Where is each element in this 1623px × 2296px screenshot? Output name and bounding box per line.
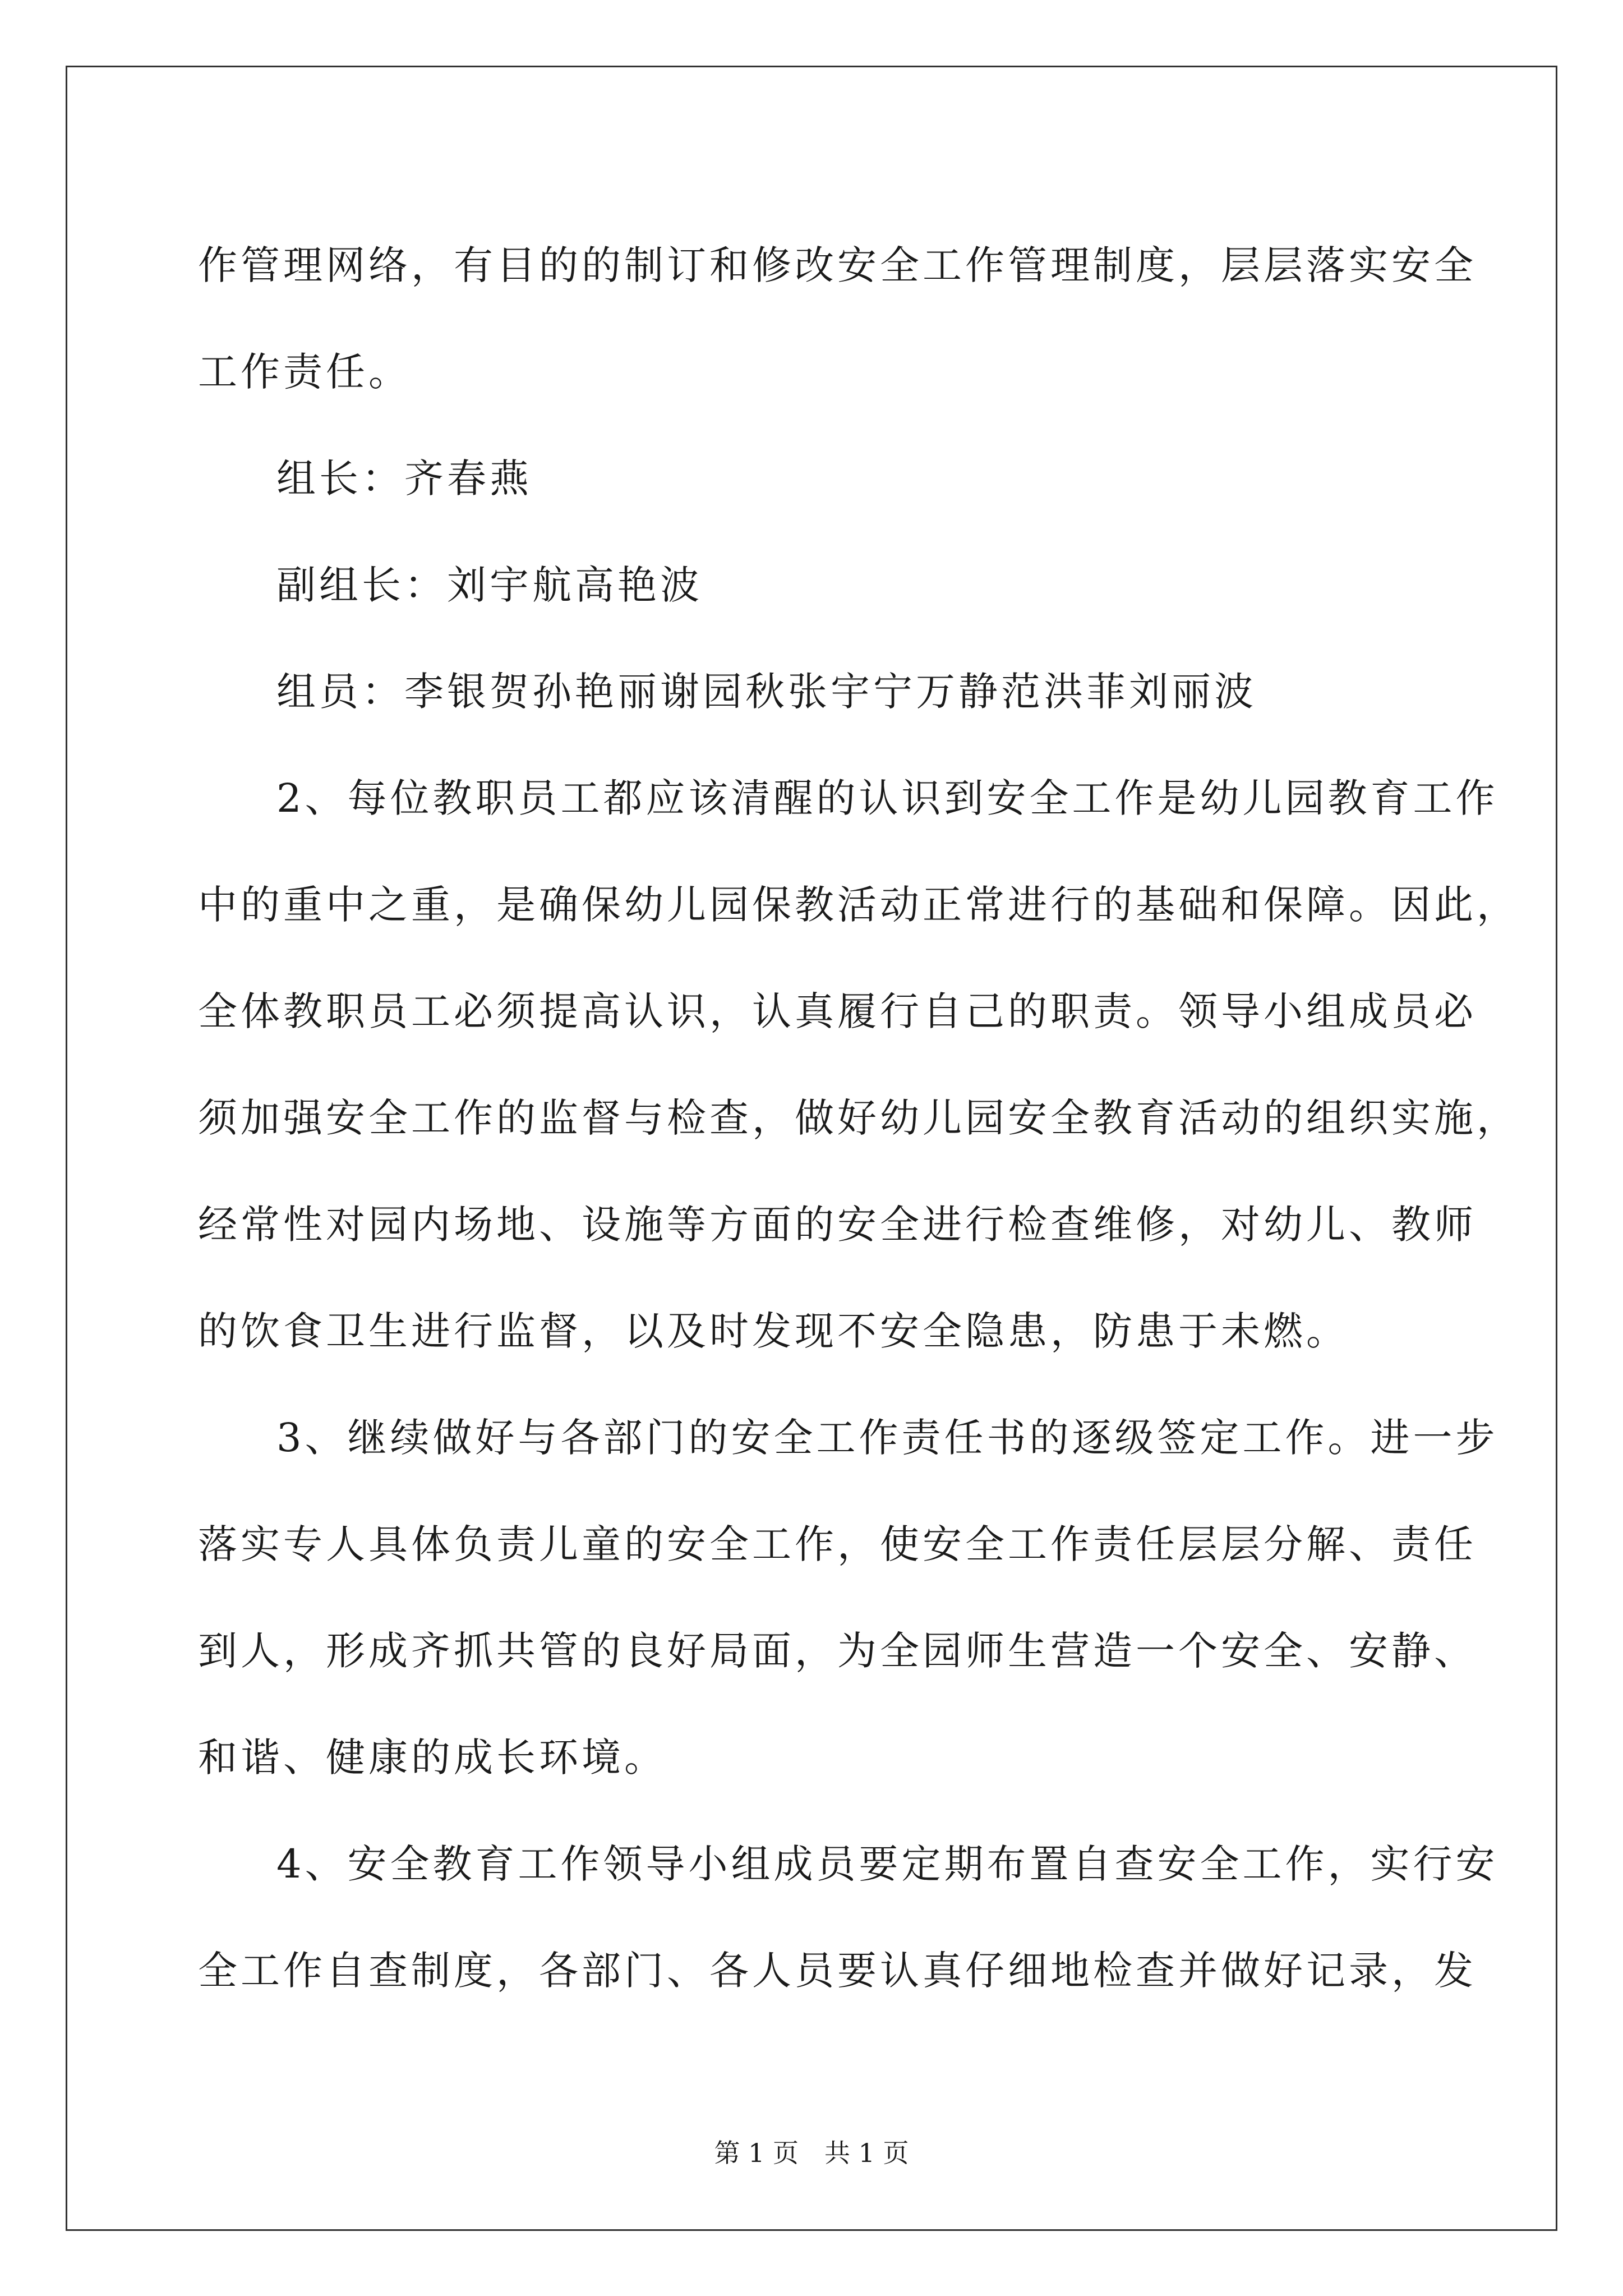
text-line-item-2: 2、每位教职员工都应该清醒的认识到安全工作是幼儿园教育工作 [276,775,1498,821]
page-number: 第 1 页 共 1 页 [714,2138,909,2168]
text-line-group-leader: 组长：齐春燕 [276,455,532,501]
text-line-item-3: 3、继续做好与各部门的安全工作责任书的逐级签定工作。进一步 [276,1415,1498,1461]
text-line-deputy-leader: 副组长：刘宇航高艳波 [276,562,703,608]
text-line: 作管理网络，有目的的制订和修改安全工作管理制度，层层落实安全 [198,242,1477,288]
text-line-item-4: 4、安全教育工作领导小组成员要定期布置自查安全工作，实行安 [276,1841,1498,1887]
text-line: 的饮食卫生进行监督，以及时发现不安全隐患，防患于未燃。 [198,1308,1349,1354]
text-line: 须加强安全工作的监督与检查，做好幼儿园安全教育活动的组织实施， [198,1095,1519,1141]
text-line: 全工作自查制度，各部门、各人员要认真仔细地检查并做好记录，发 [198,1948,1477,1994]
text-line-members: 组员：李银贺孙艳丽谢园秋张宇宁万静范洪菲刘丽波 [276,669,1257,715]
text-line: 落实专人具体负责儿童的安全工作，使安全工作责任层层分解、责任 [198,1521,1477,1567]
text-line: 到人，形成齐抓共管的良好局面，为全园师生营造一个安全、安静、 [198,1628,1477,1674]
text-line: 经常性对园内场地、设施等方面的安全进行检查维修，对幼儿、教师 [198,1202,1477,1248]
text-line: 中的重中之重，是确保幼儿园保教活动正常进行的基础和保障。因此， [198,882,1519,928]
text-line: 和谐、健康的成长环境。 [198,1734,667,1780]
text-line: 全体教职员工必须提高认识，认真履行自己的职责。领导小组成员必 [198,988,1477,1034]
document-body [198,212,1519,2024]
text-line: 工作责任。 [198,349,411,395]
